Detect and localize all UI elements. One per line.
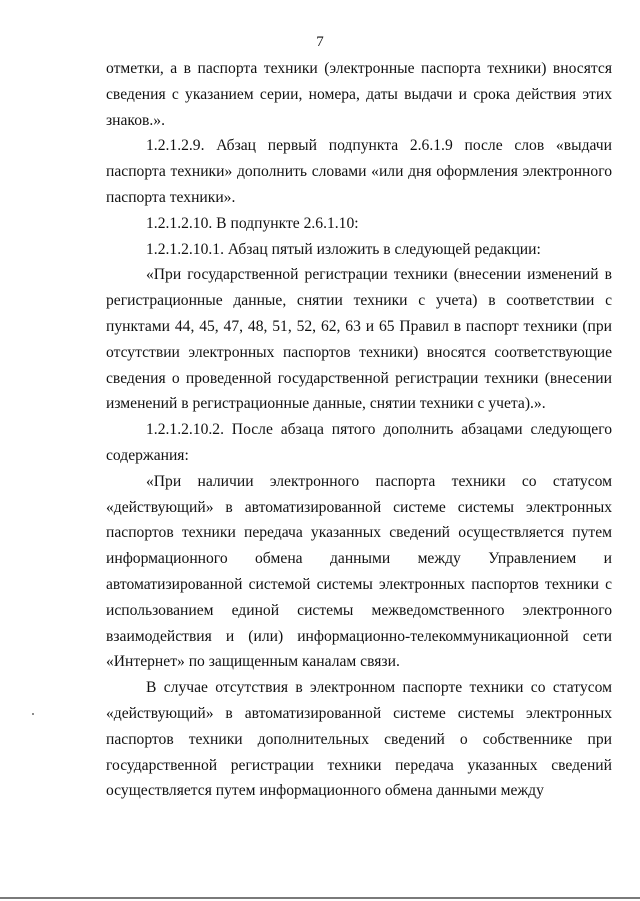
paragraph-1-2-1-2-9: 1.2.1.2.9. Абзац первый подпункта 2.6.1.9 после слов «выдачи паспорта техники» дополнить словами «или дня оформления электронного паспорта техники». <box>106 137 612 206</box>
page-number: 7 <box>316 34 324 50</box>
paragraph-1-2-1-2-10-2: 1.2.1.2.10.2. После абзаца пятого дополнить абзацами следующего содержания: <box>106 421 612 464</box>
quoted-paragraph-registration: «При государственной регистрации техники (внесении изменений в регистрационные данные, снятии техники с учета) в соответствии с пунктами 44, 45, 47, 48, 51, 52, 62, 63 и 65 Правил в паспорт техники (при отсутствии электронных паспортов техники) вносятся соответствующие сведения о проведенной государственной регистрации техники (внесении изменений в регистрационные данные, снятии техники с учета).». <box>106 266 612 413</box>
paragraph-1-2-1-2-10: 1.2.1.2.10. В подпункте 2.6.1.10: <box>146 214 359 232</box>
quoted-paragraph-electronic-passport: «При наличии электронного паспорта техники со статусом «действующий» в автоматизированной системе системы электронных паспортов техники передача указанных сведений осуществляется путем информационного обмена данными между Управлением и автоматизированной системой системы электронных паспортов техники с использованием единой системы межведомственного электронного взаимодействия и (или) информационно-телекоммуникационной сети «Интернет» по защищенным каналам связи. <box>106 472 612 671</box>
document-body <box>106 56 612 804</box>
paragraph-1-2-1-2-10-1: 1.2.1.2.10.1. Абзац пятый изложить в следующей редакции: <box>146 240 541 258</box>
page-bottom-edge <box>0 897 640 899</box>
paragraph-continuation: отметки, а в паспорта техники (электронные паспорта техники) вносятся сведения с указанием серии, номера, даты выдачи и срока действия этих знаков.». <box>106 60 612 129</box>
paragraph-absence-of-data: В случае отсутствия в электронном паспорте техники со статусом «действующий» в автоматизированной системе системы электронных паспортов техники дополнительных сведений о собственнике при государственной регистрации техники передача указанных сведений осуществляется путем информационного обмена данными между <box>106 679 612 800</box>
scan-artifact-dot <box>32 713 34 715</box>
